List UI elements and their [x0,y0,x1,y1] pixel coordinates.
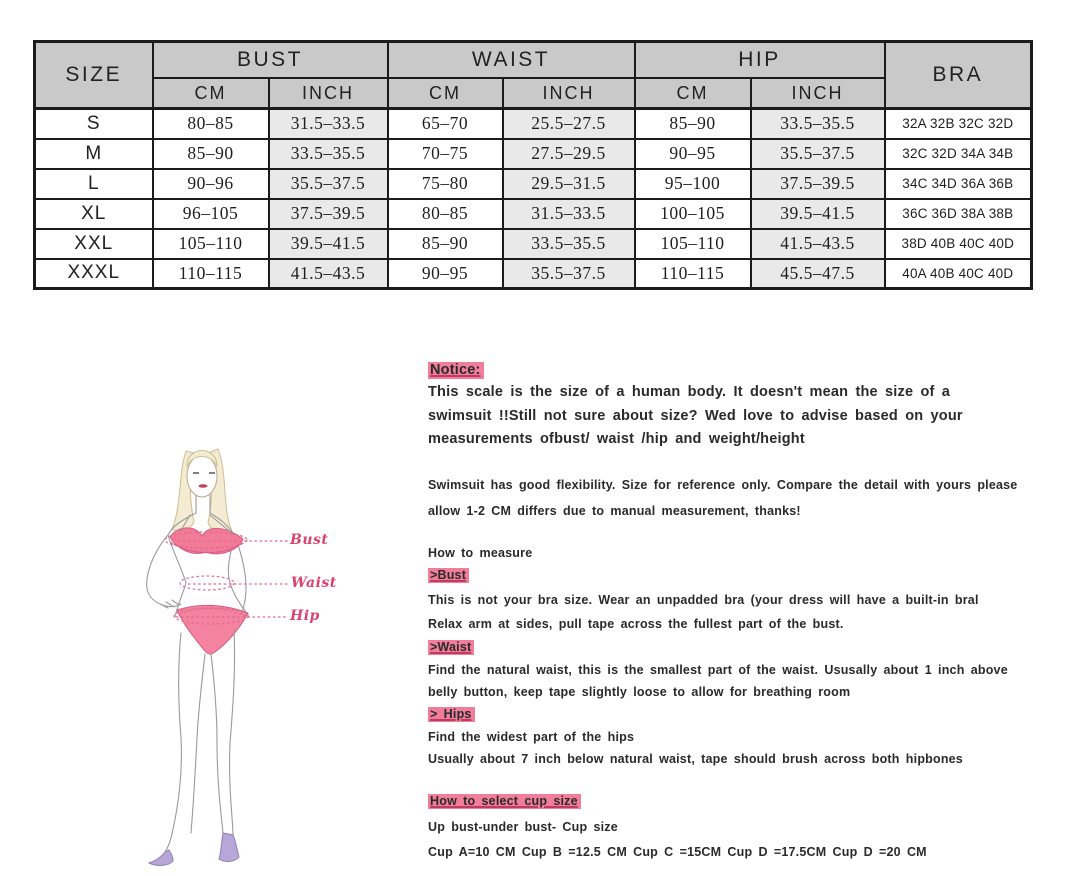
bust-cm-cell: 105–110 [153,229,269,259]
notice-paragraph-line: swimsuit !!Still not sure about size? Wed love to advise based on your [428,408,963,424]
bust-instruction-line: This is not your bra size. Wear an unpadded bra (your dress will have a built-in bral [428,593,979,607]
bust-inch-cell: 39.5–41.5 [269,229,388,259]
waist-inch-cell: 29.5–31.5 [503,169,635,199]
cup-size-line: Up bust-under bust- Cup size [428,820,618,834]
bust-cm-cell: 110–115 [153,259,269,289]
waist-inch-cell: 33.5–35.5 [503,229,635,259]
notice-paragraph-line: measurements ofbust/ waist /hip and weight/height [428,431,805,447]
waist-section-heading: >Waist [428,640,474,655]
cup-size-heading: How to select cup size [428,794,581,809]
hip-inch-cell: 35.5–37.5 [751,139,885,169]
bust-cm-cell: 85–90 [153,139,269,169]
waist-cm-cell: 90–95 [388,259,503,289]
bra-cell: 34C 34D 36A 36B [885,169,1032,199]
subheader-hip-cm: CM [635,78,751,109]
bra-cell: 38D 40B 40C 40D [885,229,1032,259]
hip-cm-cell: 105–110 [635,229,751,259]
waist-cm-cell: 75–80 [388,169,503,199]
hip-cm-cell: 110–115 [635,259,751,289]
col-header-bra: BRA [885,42,1032,109]
hip-cm-cell: 90–95 [635,139,751,169]
hip-inch-cell: 33.5–35.5 [751,109,885,139]
table-row [35,169,1032,199]
bust-instruction-line: Relax arm at sides, pull tape across the fullest part of the bust. [428,617,844,631]
table-row [35,199,1032,229]
waist-instruction-line: belly button, keep tape slightly loose to allow for breathing room [428,685,851,699]
waist-cm-cell: 65–70 [388,109,503,139]
waist-cm-cell: 80–85 [388,199,503,229]
size-cell: XXXL [35,259,153,289]
waist-inch-cell: 25.5–27.5 [503,109,635,139]
bust-section-heading: >Bust [428,568,469,583]
size-table [33,40,1033,290]
hips-instruction-line: Usually about 7 inch below natural waist, tape should brush across both hipbones [428,752,963,766]
bust-cm-cell: 90–96 [153,169,269,199]
waist-inch-cell: 27.5–29.5 [503,139,635,169]
flexibility-note-line: allow 1-2 CM differs due to manual measurement, thanks! [428,504,801,518]
hip-inch-cell: 45.5–47.5 [751,259,885,289]
bust-cm-cell: 96–105 [153,199,269,229]
hip-inch-cell: 41.5–43.5 [751,229,885,259]
hip-cm-cell: 100–105 [635,199,751,229]
size-cell: M [35,139,153,169]
instructions-column [428,362,1058,867]
notice-paragraph-line: This scale is the size of a human body. It doesn't mean the size of a [428,384,951,400]
waist-figure-label: Waist [291,575,337,591]
table-header-row-groups [35,42,1032,79]
subheader-hip-inch: INCH [751,78,885,109]
bra-cell: 32C 32D 34A 34B [885,139,1032,169]
waist-cm-cell: 85–90 [388,229,503,259]
col-header-size: SIZE [35,42,153,109]
bra-cell: 36C 36D 38A 38B [885,199,1032,229]
hips-instruction-line: Find the widest part of the hips [428,730,635,744]
waist-cm-cell: 70–75 [388,139,503,169]
bust-inch-cell: 41.5–43.5 [269,259,388,289]
hip-cm-cell: 95–100 [635,169,751,199]
notice-heading: Notice: [428,362,484,379]
hip-inch-cell: 37.5–39.5 [751,169,885,199]
table-row [35,139,1032,169]
bust-inch-cell: 33.5–35.5 [269,139,388,169]
bust-cm-cell: 80–85 [153,109,269,139]
bust-inch-cell: 31.5–33.5 [269,109,388,139]
col-header-waist: WAIST [388,42,635,79]
woman-sketch-illustration [120,433,420,868]
subheader-bust-cm: CM [153,78,269,109]
table-header-row-units [35,78,1032,109]
subheader-waist-cm: CM [388,78,503,109]
size-cell: S [35,109,153,139]
table-row [35,229,1032,259]
waist-inch-cell: 31.5–33.5 [503,199,635,229]
how-to-measure-title: How to measure [428,546,533,560]
bust-inch-cell: 35.5–37.5 [269,169,388,199]
col-header-hip: HIP [635,42,885,79]
flexibility-note-line: Swimsuit has good flexibility. Size for reference only. Compare the detail with yours please [428,478,1018,492]
hip-cm-cell: 85–90 [635,109,751,139]
subheader-waist-inch: INCH [503,78,635,109]
size-cell: XXL [35,229,153,259]
subheader-bust-inch: INCH [269,78,388,109]
size-cell: L [35,169,153,199]
bust-inch-cell: 37.5–39.5 [269,199,388,229]
cup-size-line: Cup A=10 CM Cup B =12.5 CM Cup C =15CM Cup D =17.5CM Cup D =20 CM [428,845,927,859]
size-cell: XL [35,199,153,229]
bust-figure-label: Bust [290,532,329,548]
hip-inch-cell: 39.5–41.5 [751,199,885,229]
hip-figure-label: Hip [290,608,320,624]
col-header-bust: BUST [153,42,388,79]
bra-cell: 40A 40B 40C 40D [885,259,1032,289]
waist-instruction-line: Find the natural waist, this is the smallest part of the waist. Ususally about 1 inch above [428,663,1008,677]
table-row [35,259,1032,289]
bra-cell: 32A 32B 32C 32D [885,109,1032,139]
hips-section-heading: > Hips [428,707,475,722]
measurement-figure [120,433,420,868]
waist-inch-cell: 35.5–37.5 [503,259,635,289]
table-row [35,109,1032,139]
